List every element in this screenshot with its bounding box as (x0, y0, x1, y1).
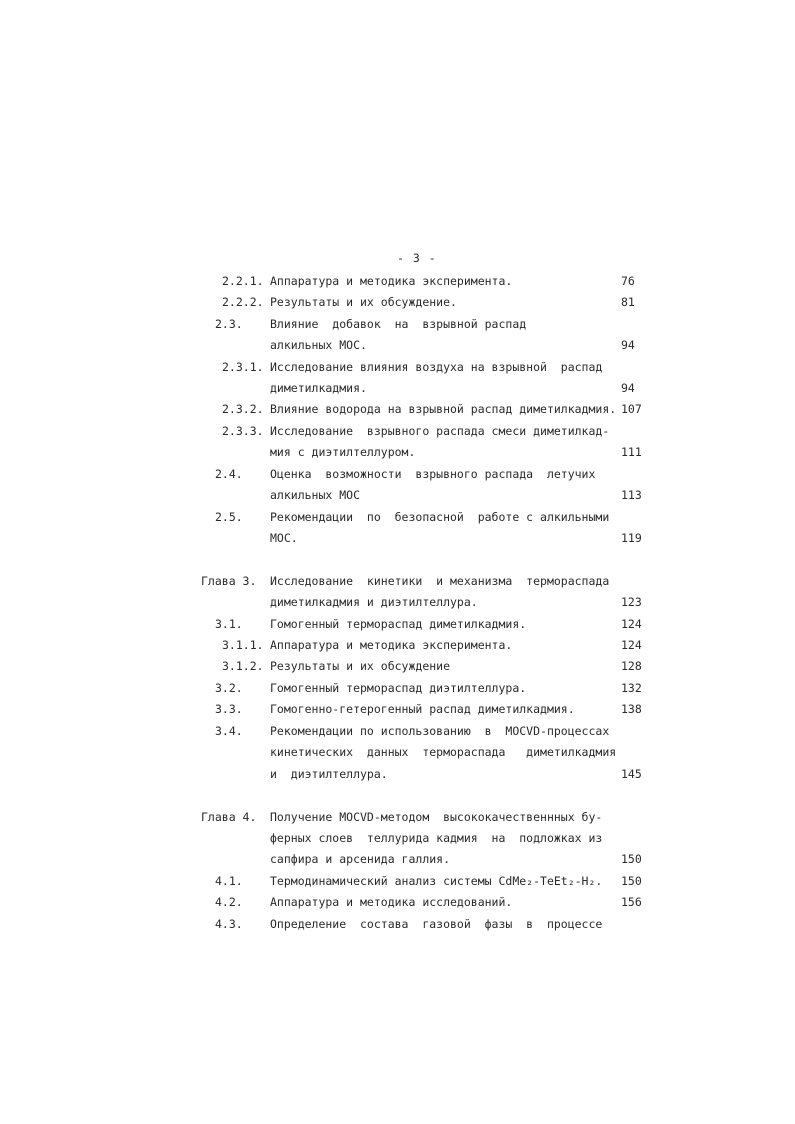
entry-number: 2.2.1. (222, 274, 264, 288)
entry-title: МОС. (270, 531, 298, 545)
entry-title: Аппаратура и методика эксперимента. (270, 638, 513, 652)
entry-title: Определение состава газовой фазы в процессе (270, 917, 603, 931)
entry-page: 124 (621, 638, 642, 652)
entry-page: 150 (621, 874, 642, 888)
chapter-title: сапфира и арсенида галлия. (270, 852, 451, 866)
entry-page: 111 (621, 445, 642, 459)
entry-title: Исследование взрывного распада смеси диметилкад- (270, 424, 610, 438)
entry-number: 2.2.2. (222, 295, 264, 309)
entry-page: 76 (621, 274, 635, 288)
entry-page: 81 (621, 295, 635, 309)
entry-number: 3.1. (215, 617, 243, 631)
entry-title: мия с диэтилтеллуром. (270, 445, 416, 459)
entry-page: 94 (621, 338, 635, 352)
entry-page: 119 (621, 531, 642, 545)
entry-title: Рекомендации по безопасной работе с алкильными (270, 510, 610, 524)
entry-page: 128 (621, 659, 642, 673)
entry-page: 138 (621, 702, 642, 716)
chapter-number: Глава 3. (201, 574, 257, 588)
entry-number: 2.3.3. (222, 424, 264, 438)
entry-number: 4.2. (215, 895, 243, 909)
entry-title: и диэтилтеллура. (270, 767, 388, 781)
entry-title: диметилкадмия. (270, 381, 367, 395)
entry-page: 113 (621, 488, 642, 502)
entry-page: 94 (621, 381, 635, 395)
entry-title: алкильных МОС (270, 488, 361, 502)
entry-title: кинетических данных термораспада диметилкадмия (270, 745, 617, 759)
entry-title: Оценка возможности взрывного распада летучих (270, 467, 596, 481)
entry-number: 2.3.2. (222, 402, 264, 416)
entry-title: Аппаратура и методика эксперимента. (270, 274, 513, 288)
chapter-title: Исследование кинетики и механизма термораспада (270, 574, 610, 588)
chapter-title: ферных слоев теллурида кадмия на подложках из (270, 831, 603, 845)
entry-title: Гомогенный термораспад диэтилтеллура. (270, 681, 527, 695)
chapter-title: Получение MOCVD-методом высококачественнных бу- (270, 810, 603, 824)
entry-number: 3.4. (215, 724, 243, 738)
entry-title: Аппаратура и методика исследований. (270, 895, 513, 909)
entry-title: алкильных МОС. (270, 338, 367, 352)
entry-page: 145 (621, 767, 642, 781)
entry-number: 2.4. (215, 467, 243, 481)
entry-page: 156 (621, 895, 642, 909)
entry-number: 2.3.1. (222, 360, 264, 374)
entry-page: 123 (621, 595, 642, 609)
entry-title: Результаты и их обсуждение (270, 659, 451, 673)
entry-number: 3.3. (215, 702, 243, 716)
entry-number: 3.1.2. (222, 659, 264, 673)
entry-number: 2.5. (215, 510, 243, 524)
entry-number: 4.1. (215, 874, 243, 888)
entry-title: Термодинамический анализ системы CdMe₂-TeEt₂-H₂. (270, 874, 603, 888)
entry-number: 3.1.1. (222, 638, 264, 652)
entry-number: 3.2. (215, 681, 243, 695)
entry-title: Влияние водорода на взрывной распад диметилкадмия. (270, 402, 617, 416)
page-number: - 3 - (397, 251, 437, 265)
chapter-number: Глава 4. (201, 810, 257, 824)
entry-page: 132 (621, 681, 642, 695)
entry-page: 124 (621, 617, 642, 631)
entry-number: 2.3. (215, 317, 243, 331)
entry-page: 107 (621, 402, 642, 416)
chapter-title: диметилкадмия и диэтилтеллура. (270, 595, 478, 609)
entry-title: Результаты и их обсуждение. (270, 295, 457, 309)
entry-title: Влияние добавок на взрывной распад (270, 317, 527, 331)
entry-title: Гомогенно-гетерогенный распад диметилкадмия. (270, 702, 575, 716)
entry-title: Исследование влияния воздуха на взрывной распад (270, 360, 603, 374)
entry-title: Рекомендации по использованию в MOCVD-процессах (270, 724, 610, 738)
entry-number: 4.3. (215, 917, 243, 931)
entry-title: Гомогенный термораспад диметилкадмия. (270, 617, 527, 631)
entry-page: 150 (621, 852, 642, 866)
